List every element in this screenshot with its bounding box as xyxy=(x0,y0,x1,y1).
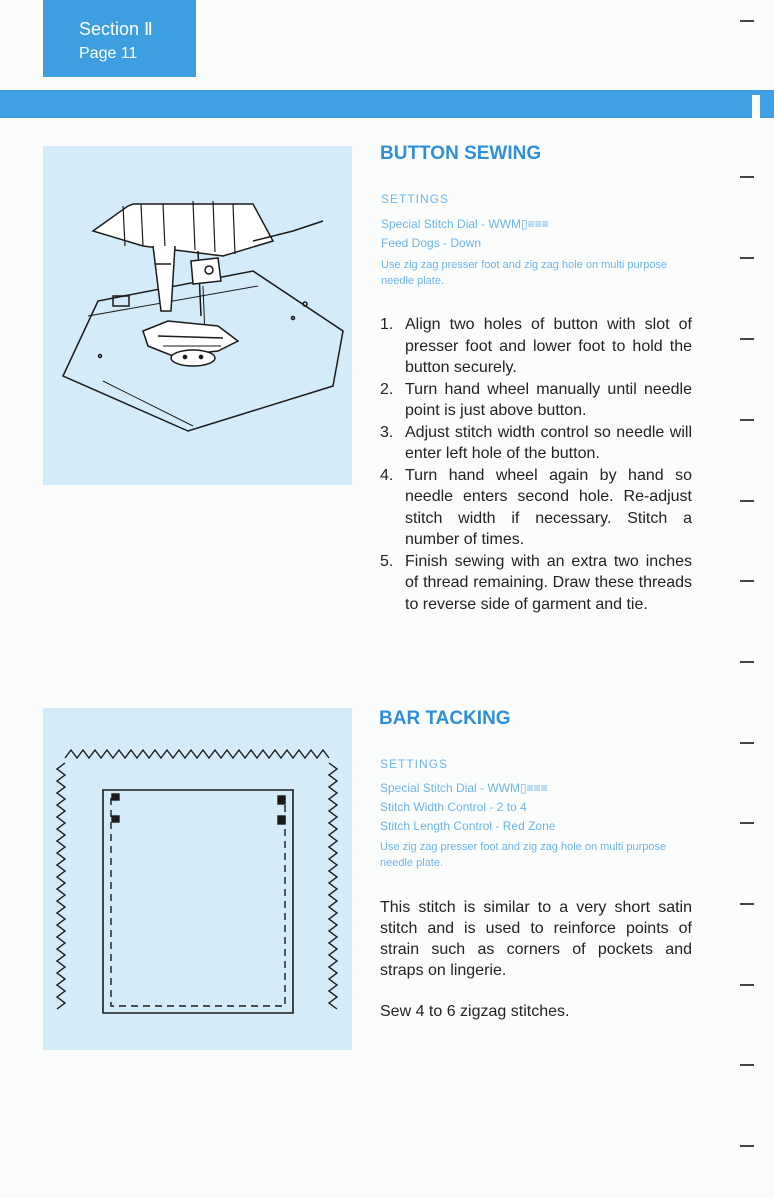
band-notch xyxy=(752,95,760,119)
step-text: Finish sewing with an extra two inches of thread remaining. Draw these threads to reverse side of garment and tie. xyxy=(405,552,692,613)
edge-mark xyxy=(740,176,754,178)
edge-mark xyxy=(740,580,754,582)
edge-mark xyxy=(740,257,754,259)
edge-mark xyxy=(740,1064,754,1066)
step-text: Align two holes of button with slot of presser foot and lower foot to hold the button securely. xyxy=(405,316,692,376)
step-item xyxy=(380,465,692,551)
bar-tacking-instruction: Sew 4 to 6 zigzag stitches. xyxy=(380,1003,570,1020)
bar-tacking-setting: Stitch Length Control - Red Zone xyxy=(380,819,556,833)
bar-tacking-note: Use zig zag presser foot and zig zag hole on multi purpose needle plate. xyxy=(380,841,667,869)
edge-mark xyxy=(740,1145,754,1147)
edge-mark xyxy=(740,742,754,744)
button-sewing-steps xyxy=(380,314,692,615)
bar-tacking-illustration xyxy=(43,708,352,1050)
edge-mark xyxy=(740,419,754,421)
button-sewing-title: BUTTON SEWING xyxy=(380,143,542,164)
edge-mark xyxy=(740,20,754,22)
button-sewing-illustration xyxy=(43,146,352,485)
bar-tacking-description: This stitch is similar to a very short satin stitch and is used to reinforce points of strain such as corners of pockets and straps on lingerie. xyxy=(380,899,692,979)
header-band xyxy=(0,90,774,118)
bar-tacking-setting: Special Stitch Dial - WWM▯≡≡≡ xyxy=(380,781,548,795)
step-item xyxy=(380,551,692,616)
bar-tacking-setting: Stitch Width Control - 2 to 4 xyxy=(380,800,527,814)
step-text: Adjust stitch width control so needle will enter left hole of the button. xyxy=(405,423,692,462)
presser-foot-drawing xyxy=(43,146,352,485)
step-text: Turn hand wheel manually until needle point is just above button. xyxy=(405,380,692,419)
page-label: Page 11 xyxy=(79,45,138,62)
edge-mark xyxy=(740,500,754,502)
step-number: 5. xyxy=(380,552,394,570)
edge-mark xyxy=(740,661,754,663)
button-sewing-setting: Special Stitch Dial - WWM▯≡≡≡ xyxy=(381,217,549,231)
step-item xyxy=(380,422,692,465)
edge-mark xyxy=(740,984,754,986)
step-number: 4. xyxy=(380,466,394,484)
edge-mark xyxy=(740,822,754,824)
edge-mark xyxy=(740,903,754,905)
button-sewing-settings-label: SETTINGS xyxy=(381,192,450,206)
step-number: 1. xyxy=(380,316,394,333)
step-number: 2. xyxy=(380,380,394,398)
bar-tacking-settings-label: SETTINGS xyxy=(380,757,449,771)
edge-mark xyxy=(740,338,754,340)
section-tab xyxy=(43,0,196,77)
step-text: Turn hand wheel again by hand so needle enters second hole. Re-adjust stitch width if necessary. Stitch a number of times. xyxy=(405,466,692,548)
step-item xyxy=(380,314,692,379)
button-sewing-setting: Feed Dogs - Down xyxy=(381,236,482,250)
step-number: 3. xyxy=(380,423,394,441)
step-item xyxy=(380,379,692,422)
bar-tacking-title: BAR TACKING xyxy=(379,708,511,729)
pocket-drawing xyxy=(43,708,352,1050)
section-label: Section Ⅱ xyxy=(79,19,153,39)
button-sewing-note: Use zig zag presser foot and zig zag hole on multi purpose needle plate. xyxy=(381,259,668,287)
